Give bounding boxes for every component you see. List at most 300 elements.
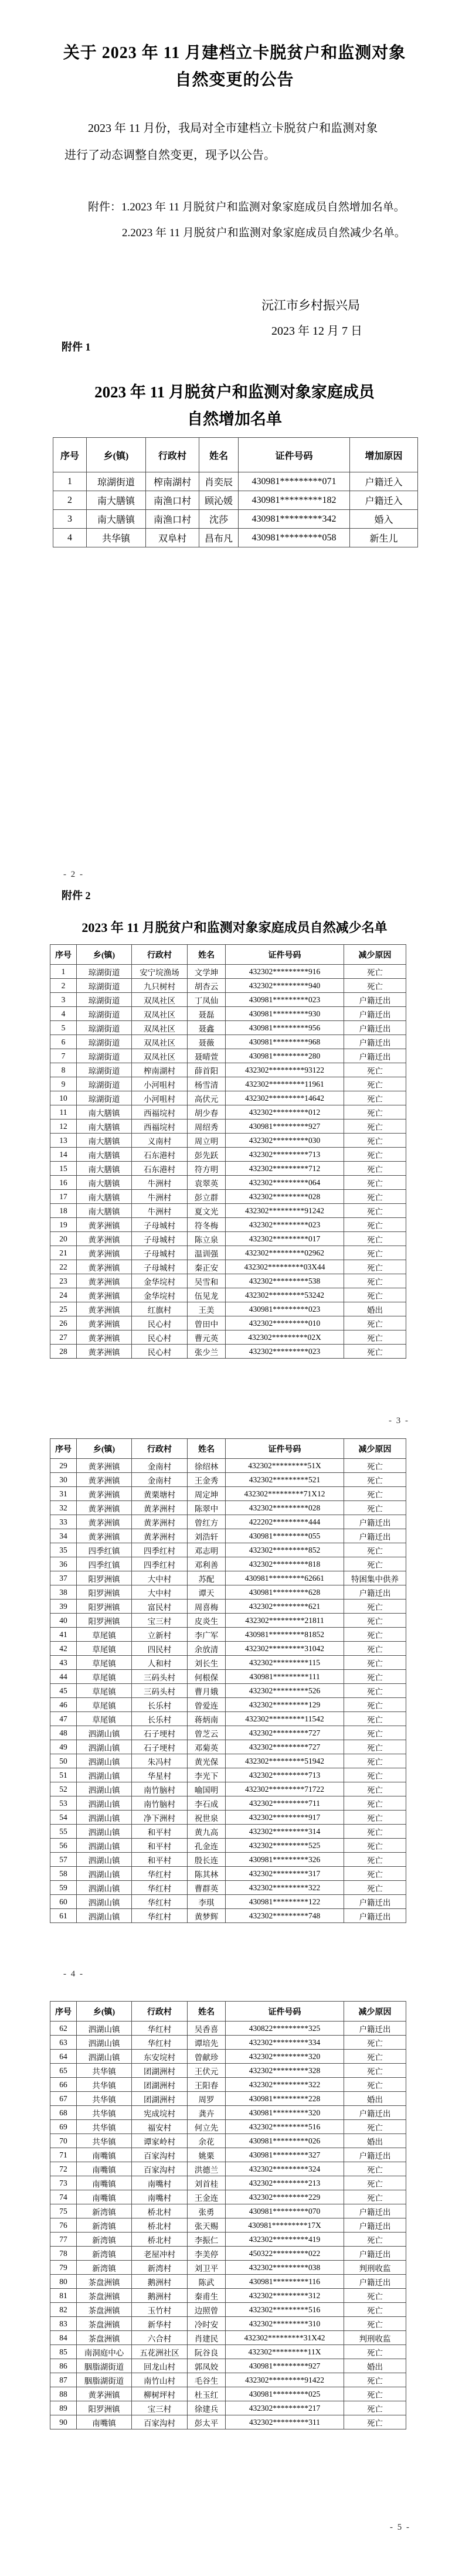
table-cell: 41 [50,1628,77,1642]
table-cell: 432302*********71X12 [226,1487,344,1501]
table-cell: 婚出 [344,1302,406,1316]
table-cell: 石东港村 [132,1162,188,1176]
column-header: 减少原因 [344,2002,406,2022]
table-row [50,1302,406,1316]
table-row [50,1246,406,1260]
table-cell: 70 [50,2134,77,2148]
table-row [50,1260,406,1274]
table-cell: 草尾镇 [77,1670,132,1684]
table-cell: 黄光保 [188,1754,226,1768]
table-row [50,1232,406,1246]
table-header-row [50,945,406,965]
table-cell: 432302*********525 [226,1839,344,1853]
table-row [50,1134,406,1148]
table-cell: 肖建民 [188,2331,226,2345]
table-cell: 户籍迁出 [344,1515,406,1529]
table-cell: 432302*********917 [226,1811,344,1825]
table-cell: 草尾镇 [77,1712,132,1726]
table-cell: 共华镇 [77,2134,132,2148]
table-row [50,2022,406,2036]
table-cell: 死亡 [344,1557,406,1571]
table-cell: 南大膳镇 [77,1134,132,1148]
table-cell: 432302*********129 [226,1698,344,1712]
table-cell: 65 [50,2064,77,2078]
announcement-title-line2: 自然变更的公告 [175,71,294,89]
column-header: 乡(镇) [77,1439,132,1459]
table-cell: 东安垸村 [132,2050,188,2064]
table-cell: 长乐村 [132,1712,188,1726]
table-row [50,1515,406,1529]
table-cell: 432302*********713 [226,1148,344,1162]
page-number-3: - 3 - [389,1416,409,1425]
table-cell: 死亡 [344,2233,406,2247]
table-cell: 洪德兰 [188,2162,226,2176]
table-cell: 24 [50,1288,77,1302]
table-cell: 432302*********940 [226,979,344,993]
table-cell: 432302*********317 [226,1867,344,1881]
table-cell: 琼湖街道 [77,1077,132,1091]
table-cell: 茶盘洲镇 [77,2289,132,2303]
table-cell: 南嘴村 [132,2176,188,2190]
table-cell: 子母城村 [132,1218,188,1232]
table-cell: 黄茅洲镇 [77,1330,132,1345]
column-header: 减少原因 [344,1439,406,1459]
table-cell: 430981*********327 [226,2148,344,2162]
table-cell: 新生儿 [350,529,418,547]
table-cell: 曹元英 [188,1330,226,1345]
table-cell: 432302*********91242 [226,1204,344,1218]
page-number-2: - 2 - [63,870,84,879]
table-row [50,1740,406,1754]
table-row [50,1091,406,1105]
table-cell: 432302*********334 [226,2036,344,2050]
table-cell: 琼湖街道 [77,1049,132,1063]
table-cell: 谭培先 [188,2036,226,2050]
table-cell: 432302*********028 [226,1501,344,1515]
table-cell: 民心村 [132,1345,188,1359]
table-cell: 华红村 [132,1867,188,1881]
table-cell: 草尾镇 [77,1628,132,1642]
table-cell: 吴香喜 [188,2022,226,2036]
table-cell: 南嘴镇 [77,2176,132,2190]
table-cell: 432302*********516 [226,2303,344,2317]
table-cell: 死亡 [344,2373,406,2387]
table-cell: 琼湖街道 [77,1091,132,1105]
table-cell: 秦甫生 [188,2289,226,2303]
table-cell: 户籍迁出 [344,2218,406,2233]
table-cell: 泗湖山镇 [77,1754,132,1768]
table-cell: 37 [50,1571,77,1585]
table-cell: 南大膳镇 [77,1105,132,1119]
table-cell: 琼湖街道 [77,1035,132,1049]
table-row [50,1487,406,1501]
table-row [50,1049,406,1063]
table-cell: 9 [50,1077,77,1091]
table-cell: 琼湖街道 [77,1007,132,1021]
table-cell: 新湾镇 [77,2261,132,2275]
table-cell: 430981*********071 [239,472,350,491]
table-cell: 金南村 [132,1473,188,1487]
table-row [50,993,406,1007]
table-row [50,1811,406,1825]
table-cell: 刘卫平 [188,2261,226,2275]
table-cell: 南嘴村 [132,2190,188,2204]
table-cell: 死亡 [344,1656,406,1670]
table-cell: 石子埂村 [132,1740,188,1754]
table-row [50,2218,406,2233]
table-row [50,2275,406,2289]
table-cell: 阳罗洲镇 [77,2401,132,2415]
table-cell: 谭家岭村 [132,2134,188,2148]
table-cell: 死亡 [344,1148,406,1162]
table-cell: 432302*********11542 [226,1712,344,1726]
table-cell: 邓利善 [188,1557,226,1571]
table-cell: 大中村 [132,1571,188,1585]
table-cell: 死亡 [344,1316,406,1330]
table-cell: 死亡 [344,1670,406,1684]
table-cell: 子母城村 [132,1246,188,1260]
table-cell: 黄茅洲镇 [77,1302,132,1316]
table-cell: 毛谷生 [188,2373,226,2387]
table-cell: 曾献珍 [188,2050,226,2064]
table-cell: 符方明 [188,1162,226,1176]
table-cell: 黄栗塘村 [132,1487,188,1501]
table-cell: 10 [50,1091,77,1105]
table-cell: 47 [50,1712,77,1726]
table-cell: 死亡 [344,1487,406,1501]
column-header: 证件号码 [226,2002,344,2022]
table-cell: 430981*********122 [226,1895,344,1909]
issue-date: 2023 年 12 月 7 日 [271,325,362,338]
table-cell: 黄茅洲镇 [77,1345,132,1359]
table-cell: 牛洲村 [132,1176,188,1190]
table-cell: 陈其林 [188,1867,226,1881]
table-cell: 432302*********11961 [226,1077,344,1091]
table-cell: 88 [50,2387,77,2401]
table-cell: 石东港村 [132,1148,188,1162]
table-cell: 死亡 [344,1105,406,1119]
table-cell: 王美 [188,1302,226,1316]
table-row [50,1557,406,1571]
table-cell: 430981*********17X [226,2218,344,2233]
table-cell: 泗湖山镇 [77,2036,132,2050]
table-cell: 特困集中供养 [344,1571,406,1585]
table-row [50,2134,406,2148]
table-cell: 团湖洲村 [132,2092,188,2106]
table-cell: 432302*********51942 [226,1754,344,1768]
table-cell: 死亡 [344,1712,406,1726]
table-cell: 430981*********055 [226,1529,344,1543]
announcement-title-line1: 关于 2023 年 11 月建档立卡脱贫户和监测对象 [63,44,406,62]
table-cell: 82 [50,2303,77,2317]
table-cell: 黄茅洲村 [132,1529,188,1543]
table-cell: 婚出 [344,2134,406,2148]
table-row [50,1274,406,1288]
table-cell: 共华镇 [77,2078,132,2092]
table-cell: 户籍迁出 [344,1909,406,1923]
table-cell: 老屋冲村 [132,2247,188,2261]
table-cell: 64 [50,2050,77,2064]
table-cell: 死亡 [344,1726,406,1740]
table-row [53,491,418,510]
table-cell: 茶盘洲镇 [77,2317,132,2331]
table-cell: 23 [50,1274,77,1288]
table-cell: 徐建兵 [188,2401,226,2415]
table-cell: 刘首桂 [188,2176,226,2190]
column-header: 姓名 [199,438,239,472]
table-cell: 12 [50,1119,77,1134]
table-cell: 新湾镇 [77,2204,132,2218]
table-cell: 南大膳镇 [77,1190,132,1204]
table-cell: 泗湖山镇 [77,1726,132,1740]
table-cell: 死亡 [344,1176,406,1190]
table-cell: 68 [50,2106,77,2120]
table-cell: 52 [50,1782,77,1796]
table-cell: 曾芝云 [188,1726,226,1740]
table-row [50,979,406,993]
table-cell: 430981*********927 [226,2359,344,2373]
table-row [50,2261,406,2275]
column-header: 序号 [50,2002,77,2022]
table-cell: 人和村 [132,1656,188,1670]
table-cell: 432302*********521 [226,1473,344,1487]
attachment2-label: 附件 2 [62,890,91,901]
table-row [50,1473,406,1487]
table-row [50,1543,406,1557]
table-cell: 福安村 [132,2120,188,2134]
table-cell: 黄茅洲镇 [77,1232,132,1246]
table-cell: 孔金连 [188,1839,226,1853]
table-cell: 金华垸村 [132,1288,188,1302]
table-cell: 牛洲村 [132,1190,188,1204]
table-cell: 琼湖街道 [77,1021,132,1035]
table-cell: 西福垸村 [132,1119,188,1134]
table-row [50,1190,406,1204]
table-cell: 432302*********713 [226,1768,344,1782]
table-cell: 四季红镇 [77,1543,132,1557]
table-row [50,1881,406,1895]
table-cell: 死亡 [344,2401,406,2415]
table-cell: 新湾镇 [77,2218,132,2233]
table-cell: 王金秀 [188,1473,226,1487]
table-cell: 432302*********712 [226,1162,344,1176]
column-header: 行政村 [146,438,199,472]
table-cell: 百家沟村 [132,2415,188,2429]
table-cell: 432302*********023 [226,1218,344,1232]
issuer-signature: 沅江市乡村振兴局 [261,298,360,312]
table-cell: 子母城村 [132,1260,188,1274]
table-row [50,1077,406,1091]
table-cell: 邓菊英 [188,1740,226,1754]
table-cell: 曾爱连 [188,1698,226,1712]
table-cell: 共华镇 [77,2106,132,2120]
table-cell: 蒋炳南 [188,1712,226,1726]
table-row [50,2078,406,2092]
table-cell: 周定坤 [188,1487,226,1501]
table-cell: 53 [50,1796,77,1811]
table-cell: 四季红镇 [77,1557,132,1571]
table-row [50,2373,406,2387]
table-cell: 黄茅洲镇 [77,1529,132,1543]
table-cell: 鹅洲村 [132,2275,188,2289]
table-cell: 432302*********038 [226,2261,344,2275]
column-header: 乡(镇) [87,438,146,472]
table-cell: 婚出 [344,2092,406,2106]
table-cell: 刘浩轩 [188,1529,226,1543]
table-cell: 黄茅洲村 [132,1515,188,1529]
table-cell: 薛首阳 [188,1063,226,1077]
table-row [50,1119,406,1134]
table-cell: 死亡 [344,2120,406,2134]
table-cell: 81 [50,2289,77,2303]
table-cell: 曾红方 [188,1515,226,1529]
table-cell: 432302*********320 [226,2050,344,2064]
column-header: 姓名 [188,1439,226,1459]
table-row [50,1726,406,1740]
table-cell: 殷长连 [188,1853,226,1867]
table-row [50,2050,406,2064]
table-cell: 草尾镇 [77,1642,132,1656]
table-cell: 死亡 [344,1782,406,1796]
table-cell: 华红村 [132,1909,188,1923]
table-cell: 18 [50,1204,77,1218]
table-cell: 户籍迁出 [344,1007,406,1021]
table-cell: 死亡 [344,1614,406,1628]
table-cell: 张少兰 [188,1345,226,1359]
table-cell: 1 [50,965,77,979]
table-cell: 死亡 [344,1501,406,1515]
table-cell: 聂磊 [188,1007,226,1021]
table-cell: 34 [50,1529,77,1543]
table-cell: 杨雪清 [188,1077,226,1091]
table-row [50,1600,406,1614]
table-cell: 21 [50,1246,77,1260]
table-cell: 胭脂湖街道 [77,2373,132,2387]
table-cell: 90 [50,2415,77,2429]
table-cell: 户籍迁入 [350,491,418,510]
table-cell: 周喜梅 [188,1600,226,1614]
table-cell: 死亡 [344,1134,406,1148]
table-cell: 黄茅洲镇 [77,1218,132,1232]
table-cell: 泗湖山镇 [77,2050,132,2064]
table-cell: 刘长生 [188,1656,226,1670]
table-cell: 阳罗洲镇 [77,1600,132,1614]
table-row [50,1698,406,1712]
table-cell: 死亡 [344,2190,406,2204]
table-row [50,1063,406,1077]
table-cell: 20 [50,1232,77,1246]
table-cell: 35 [50,1543,77,1557]
table-cell: 432302*********217 [226,2401,344,2415]
table-cell: 死亡 [344,1811,406,1825]
table-cell: 84 [50,2331,77,2345]
table-row [50,2190,406,2204]
table-cell: 周罗 [188,2092,226,2106]
table-cell: 432302*********538 [226,1274,344,1288]
table-cell: 王金连 [188,2190,226,2204]
table-cell: 王阳春 [188,2078,226,2092]
table-cell: 共华镇 [77,2064,132,2078]
table-cell: 死亡 [344,1330,406,1345]
table-cell: 432302*********11X [226,2345,344,2359]
table-cell: 琼湖街道 [77,1063,132,1077]
table-row [50,2120,406,2134]
table-cell: 南大膳镇 [77,1119,132,1134]
table-row [50,1162,406,1176]
table-cell: 430981*********320 [226,2106,344,2120]
table-cell: 430981*********228 [226,2092,344,2106]
table-cell: 袁翠英 [188,1176,226,1190]
table-cell: 11 [50,1105,77,1119]
table-cell: 19 [50,1218,77,1232]
table-header-row [50,1439,406,1459]
table-cell: 27 [50,1330,77,1345]
table-row [50,1642,406,1656]
table-cell: 九只树村 [132,979,188,993]
table-cell: 民心村 [132,1316,188,1330]
table-cell: 户籍迁出 [344,2022,406,2036]
table-cell: 死亡 [344,1218,406,1232]
table-cell: 琼湖街道 [77,979,132,993]
table-row [50,2401,406,2415]
table-cell: 死亡 [344,1796,406,1811]
table-row [50,1768,406,1782]
table-cell: 46 [50,1698,77,1712]
table-cell: 苏配 [188,1571,226,1585]
table-cell: 泗湖山镇 [77,1811,132,1825]
table-cell: 430981*********280 [226,1049,344,1063]
table-cell: 430981*********342 [239,510,350,529]
table-cell: 和平村 [132,1825,188,1839]
table-cell: 草尾镇 [77,1656,132,1670]
table-cell: 89 [50,2401,77,2415]
table-cell: 周绍秀 [188,1119,226,1134]
table-cell: 小河咀村 [132,1091,188,1105]
table-cell: 胡少春 [188,1105,226,1119]
table-cell: 泗湖山镇 [77,2022,132,2036]
table-cell: 判刑收监 [344,2261,406,2275]
table-cell: 430981*********023 [226,1302,344,1316]
table-cell: 南大膳镇 [87,510,146,529]
table-row [50,1839,406,1853]
table-cell: 共华镇 [77,2092,132,2106]
table-cell: 31 [50,1487,77,1501]
table-cell: 86 [50,2359,77,2373]
table-cell: 55 [50,1825,77,1839]
table-cell: 王伏元 [188,2064,226,2078]
table-cell: 黄茅洲镇 [77,1501,132,1515]
table-cell: 死亡 [344,1881,406,1895]
table-cell: 阮谷良 [188,2345,226,2359]
table-cell: 婚出 [344,2359,406,2373]
announcement-body [64,115,410,169]
table-cell: 团湖洲村 [132,2064,188,2078]
table-cell: 26 [50,1316,77,1330]
table-cell: 死亡 [344,1063,406,1077]
table-cell: 61 [50,1909,77,1923]
table-cell: 430981*********070 [226,2204,344,2218]
table-cell: 华红村 [132,1881,188,1895]
table-cell: 87 [50,2373,77,2387]
table-cell: 死亡 [344,1091,406,1105]
table-cell: 死亡 [344,1768,406,1782]
table-cell: 死亡 [344,1642,406,1656]
table-cell: 和平村 [132,1853,188,1867]
table-cell: 430981*********62661 [226,1571,344,1585]
table-cell: 南大膳镇 [77,1162,132,1176]
table-cell: 立新村 [132,1628,188,1642]
table-cell: 8 [50,1063,77,1077]
